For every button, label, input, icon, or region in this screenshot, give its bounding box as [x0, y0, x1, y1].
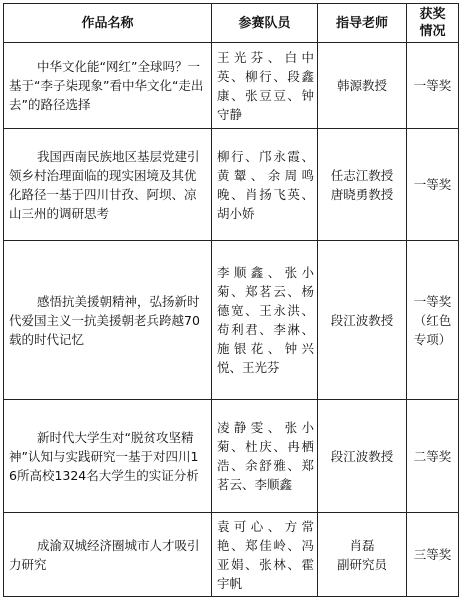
work-name: 中华文化能“网红”全球吗？一基于“李子柒现象”看中华文化“走出去”的路径选择: [9, 59, 204, 112]
award-cell: 二等奖: [407, 400, 459, 513]
work-name: 感悟抗美援朝精神，弘扬新时代爱国主义一抗美援朝老兵跨越70载的时代记忆: [9, 293, 200, 347]
work-name-cell: [4, 241, 212, 400]
members-cell: 王光芬、白中英、柳行、段鑫康、张豆豆、钟守静: [212, 43, 318, 129]
header-row: [4, 4, 459, 43]
members-cell: 袁可心、方常艳、郑佳岭、冯亚娟、张林、霍宇帆: [212, 513, 318, 597]
header-work-name: 作品名称: [4, 4, 212, 43]
award-cell: 一等奖 （红色 专项）: [407, 241, 459, 400]
table-header: [4, 4, 459, 43]
members-cell: 凌静雯、张小菊、杜庆、冉栖浩、余舒雅、郑茗云、李顺鑫: [212, 400, 318, 513]
table-row: [4, 513, 459, 597]
work-name: 新时代大学生对“脱贫攻坚精神”认知与实践研究一基于对四川16所高校1324名大学生的实证分析: [9, 429, 199, 483]
table-row: [4, 241, 459, 400]
table-body: [4, 43, 459, 597]
advisor-cell: 段江波教授: [318, 400, 407, 513]
award-cell: 一等奖: [407, 43, 459, 129]
advisor-cell: 段江波教授: [318, 241, 407, 400]
advisor-cell: 肖磊 副研究员: [318, 513, 407, 597]
work-name-cell: [4, 513, 212, 597]
members-cell: 柳行、邝永霞、黄颦、余周鸣晚、肖扬飞英、胡小娇: [212, 129, 318, 241]
awards-table: [3, 3, 459, 597]
work-name: 我国西南民族地区基层党建引领乡村治理面临的现实困境及其优化路径一基于四川甘孜、阿坝、凉山三州的调研思考: [9, 148, 200, 221]
members-cell: 李顺鑫、张小菊、郑茗云、杨德宽、王永洪、苟利君、李淋、施银花、钟兴悦、王光芬: [212, 241, 318, 400]
advisor-cell: 任志江教授 唐晓勇教授: [318, 129, 407, 241]
work-name: 成渝双城经济圈城市人才吸引力研究: [9, 537, 200, 572]
work-name-cell: [4, 43, 212, 129]
header-award: 获奖 情况: [407, 4, 459, 43]
header-members: 参赛队员: [212, 4, 318, 43]
header-advisor: 指导老师: [318, 4, 407, 43]
work-name-cell: [4, 400, 212, 513]
advisor-cell: 韩源教授: [318, 43, 407, 129]
award-cell: 一等奖: [407, 129, 459, 241]
table-row: [4, 400, 459, 513]
table-row: [4, 43, 459, 129]
table-row: [4, 129, 459, 241]
award-cell: 三等奖: [407, 513, 459, 597]
work-name-cell: [4, 129, 212, 241]
